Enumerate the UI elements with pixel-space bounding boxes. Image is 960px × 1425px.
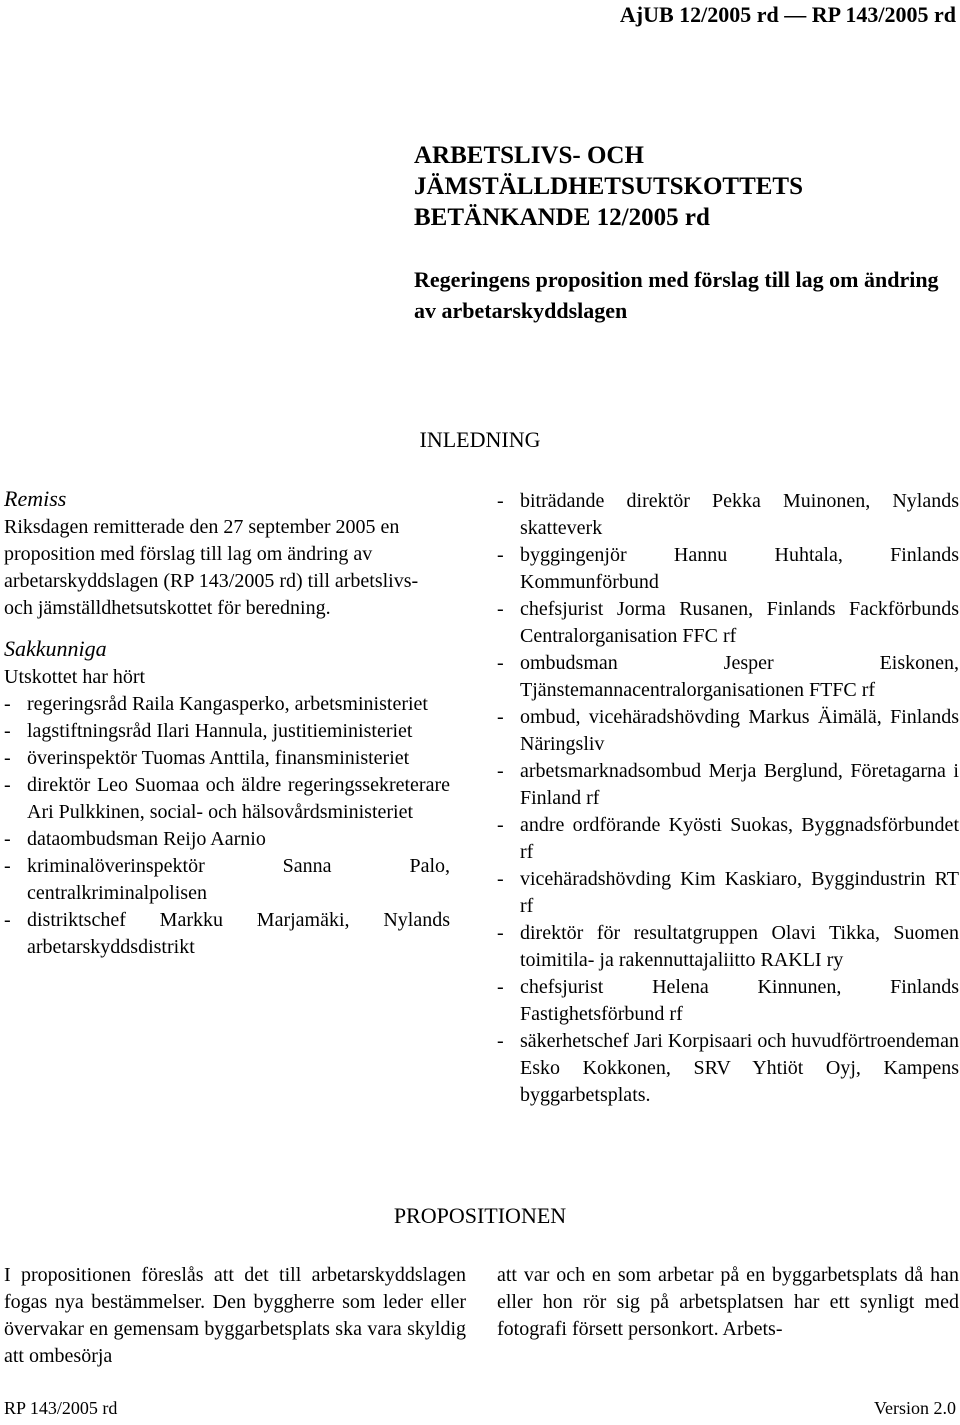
list-item: - chefsjurist Helena Kinnunen, Finlands Fastighetsförbund rf bbox=[497, 976, 959, 1025]
list-item: - överinspektör Tuomas Anttila, finansministeriet bbox=[4, 747, 410, 769]
sakkunniga-heading: Sakkunniga bbox=[4, 636, 107, 661]
document-title-line-1: ARBETSLIVS- OCH bbox=[414, 142, 644, 169]
list-item: - vicehäradshövding Kim Kaskiaro, Byggindustrin RT rf bbox=[497, 868, 959, 917]
document-title-line-3: BETÄNKANDE 12/2005 rd bbox=[414, 204, 710, 231]
right-column bbox=[497, 488, 959, 1109]
list-item: - kriminalöverinspektör Sanna Palo, centralkriminalpolisen bbox=[4, 855, 450, 904]
running-header: AjUB 12/2005 rd — RP 143/2005 rd bbox=[619, 2, 956, 27]
list-item: - andre ordförande Kyösti Suokas, Byggnadsförbundet rf bbox=[497, 814, 959, 863]
list-item: - säkerhetschef Jari Korpisaari och huvudförtroendeman Esko Kokkonen, SRV Yhtiöt Oyj, Kampens byggarbetsplats. bbox=[497, 1030, 959, 1106]
list-item: - byggingenjör Hannu Huhtala, Finlands Kommunförbund bbox=[497, 544, 959, 593]
proposition-paragraph-right: att var och en som arbetar på en byggarbetsplats då han eller hon rör sig på arbetsplatsen har ett synligt med fotografi försett personkort. Arbets- bbox=[497, 1264, 959, 1340]
left-column bbox=[4, 484, 450, 961]
remiss-heading: Remiss bbox=[4, 486, 67, 511]
section-heading-inledning: INLEDNING bbox=[419, 427, 541, 452]
list-item: - biträdande direktör Pekka Muinonen, Nylands skatteverk bbox=[497, 490, 959, 539]
list-item: - regeringsråd Raila Kangasperko, arbetsministeriet bbox=[4, 693, 428, 715]
list-item: - ombud, vicehäradshövding Markus Äimälä, Finlands Näringsliv bbox=[497, 706, 959, 755]
footer-doc-ref: RP 143/2005 rd bbox=[4, 1398, 118, 1418]
list-item: - dataombudsman Reijo Aarnio bbox=[4, 828, 266, 850]
list-item: - direktör Leo Suomaa och äldre regeringssekreterare Ari Pulkkinen, social- och hälsovårdsministeriet bbox=[4, 774, 450, 823]
sakkunniga-intro: Utskottet har hört bbox=[4, 666, 146, 688]
expert-list-left bbox=[4, 691, 450, 961]
list-item: - direktör för resultatgruppen Olavi Tikka, Suomen toimitila- ja rakennuttajaliitto RAKLI ry bbox=[497, 922, 959, 971]
expert-list-right bbox=[497, 488, 959, 1109]
list-item: - chefsjurist Jorma Rusanen, Finlands Fackförbunds Centralorganisation FFC rf bbox=[497, 598, 959, 647]
document-subtitle: Regeringens proposition med förslag till lag om ändring av arbetarskyddslagen bbox=[414, 267, 939, 323]
list-item: - distriktschef Markku Marjamäki, Nylands arbetarskyddsdistrikt bbox=[4, 909, 450, 958]
footer-version: Version 2.0 bbox=[874, 1398, 956, 1418]
list-item: - lagstiftningsråd Ilari Hannula, justitieministeriet bbox=[4, 720, 413, 742]
proposition-paragraph-left: I propositionen föreslås att det till arbetarskyddslagen fogas nya bestämmelser. Den byggherre som leder eller övervakar en gemensam byggarbetsplats ska vara skyldig att ombesörja bbox=[4, 1264, 466, 1367]
document-title-line-2: JÄMSTÄLLDHETSUTSKOTTETS bbox=[414, 173, 804, 200]
remiss-paragraph: Riksdagen remitterade den 27 september 2005 en proposition med förslag till lag om ändring av arbetarskyddslagen (RP 143/2005 rd) till arbetslivs- och jämställdhetsutskottet för beredning. bbox=[4, 516, 419, 619]
list-item: - ombudsman Jesper Eiskonen, Tjänstemannacentralorganisationen FTFC rf bbox=[497, 652, 959, 701]
list-item: - arbetsmarknadsombud Merja Berglund, Företagarna i Finland rf bbox=[497, 760, 959, 809]
section-heading-propositionen: PROPOSITIONEN bbox=[393, 1203, 567, 1228]
